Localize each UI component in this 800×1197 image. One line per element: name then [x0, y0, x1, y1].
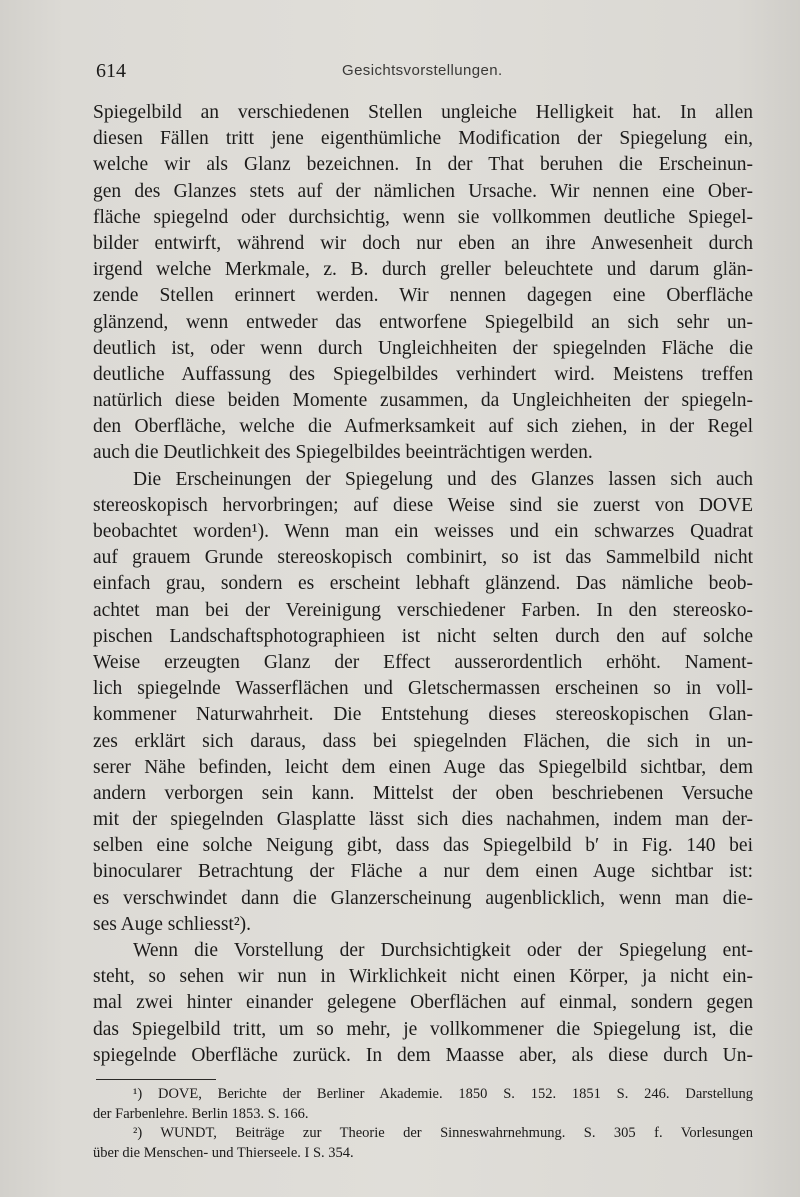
- text-line: spiegelnde Oberfläche zurück. In dem Maasse aber, als diese durch Un-: [93, 1044, 753, 1066]
- text-line: das Spiegelbild tritt, um so mehr, je vollkommener die Spiegelung ist, die: [93, 1018, 753, 1040]
- text-line: zende Stellen erinnert werden. Wir nennen dagegen eine Oberfläche: [93, 285, 753, 307]
- text-line: andern verborgen sein kann. Mittelst der oben beschriebenen Versuche: [93, 782, 753, 804]
- footnote-divider: [96, 1079, 216, 1080]
- text-line: beobachtet worden¹). Wenn man ein weisses und ein schwarzes Quadrat: [93, 521, 753, 542]
- footnote-line: der Farbenlehre. Berlin 1853. S. 166.: [93, 1105, 309, 1122]
- text-line: glänzend, wenn entweder das entworfene Spiegelbild an sich sehr un-: [93, 311, 753, 333]
- text-line: den Oberfläche, welche die Aufmerksamkeit auf sich ziehen, in der Regel: [93, 416, 753, 438]
- text-line: irgend welche Merkmale, z. B. durch greller beleuchtete und darum glän-: [93, 259, 753, 281]
- footnote-line: ¹) DOVE, Berichte der Berliner Akademie. 1850 S. 152. 1851 S. 246. Darstellung: [133, 1086, 753, 1102]
- text-line: steht, so sehen wir nun in Wirklichkeit nicht einen Körper, ja nicht ein-: [93, 966, 753, 988]
- text-line: bilder entwirft, während wir doch nur eben an ihre Anwesenheit durch: [93, 232, 753, 254]
- text-line: binocularer Betrachtung der Fläche a nur dem einen Auge sichtbar ist:: [93, 861, 753, 883]
- footnote-line: über die Menschen- und Thierseele. I S. 354.: [93, 1144, 354, 1161]
- text-line: natürlich diese beiden Momente zusammen, da Ungleichheiten der spiegeln-: [93, 390, 753, 412]
- text-line: deutlich ist, oder wenn durch Ungleichheiten der spiegelnden Fläche die: [93, 337, 753, 359]
- text-line: auf grauem Grunde stereoskopisch combinirt, so ist das Sammelbild nicht: [93, 547, 753, 569]
- text-line: Spiegelbild an verschiedenen Stellen ungleiche Helligkeit hat. In allen: [93, 102, 753, 123]
- page-header: [96, 60, 752, 86]
- text-line: ses Auge schliesst²).: [93, 913, 252, 935]
- text-line: mit der spiegelnden Glasplatte lässt sich dies nachahmen, indem man der-: [93, 809, 753, 831]
- text-line: zes erklärt sich daraus, dass bei spiegelnden Flächen, die sich in un-: [93, 730, 753, 752]
- text-line: pischen Landschaftsphotographieen ist nicht selten durch den auf solche: [93, 625, 753, 647]
- page-number: 614: [96, 60, 126, 82]
- text-line: serer Nähe befinden, leicht dem einen Auge das Spiegelbild sichtbar, dem: [93, 756, 753, 778]
- text-line: diesen Fällen tritt jene eigenthümliche Modification der Spiegelung ein,: [93, 128, 753, 150]
- text-line: es verschwindet dann die Glanzerscheinung augenblicklich, wenn man die-: [93, 887, 753, 909]
- text-line: mal zwei hinter einander gelegene Oberflächen auf einmal, sondern gegen: [93, 992, 753, 1014]
- text-line: welche wir als Glanz bezeichnen. In der That beruhen die Erscheinun-: [93, 154, 753, 176]
- text-line: lich spiegelnde Wasserflächen und Gletschermassen erscheinen so in voll-: [93, 678, 753, 700]
- text-line: kommener Naturwahrheit. Die Entstehung dieses stereoskopischen Glan-: [93, 704, 753, 726]
- text-line: gen des Glanzes stets auf der nämlichen Ursache. Wir nennen eine Ober-: [93, 180, 753, 202]
- text-line: einfach grau, sondern es erscheint lebhaft glänzend. Das nämliche beob-: [93, 573, 753, 595]
- text-line: Die Erscheinungen der Spiegelung und des Glanzes lassen sich auch: [133, 468, 753, 490]
- text-line: selben eine solche Neigung gibt, dass das Spiegelbild b′ in Fig. 140 bei: [93, 835, 753, 857]
- text-line: auch die Deutlichkeit des Spiegelbildes beeinträchtigen werden.: [93, 442, 593, 464]
- running-head: Gesichtsvorstellungen.: [342, 62, 503, 79]
- main-text: [93, 100, 753, 1069]
- text-line: stereoskopisch hervorbringen; auf diese Weise sind sie zuerst von DOVE: [93, 494, 753, 516]
- text-line: Wenn die Vorstellung der Durchsichtigkeit oder der Spiegelung ent-: [133, 940, 753, 961]
- text-line: achtet man bei der Vereinigung verschiedener Farben. In den stereosko-: [93, 599, 753, 621]
- footnote-line: ²) WUNDT, Beiträge zur Theorie der Sinneswahrnehmung. S. 305 f. Vorlesungen: [133, 1125, 753, 1141]
- text-line: Weise erzeugten Glanz der Effect ausserordentlich erhöht. Nament-: [93, 651, 753, 673]
- footnotes: [93, 1085, 753, 1163]
- text-line: deutliche Auffassung des Spiegelbildes verhindert wird. Meistens treffen: [93, 363, 753, 385]
- text-line: fläche spiegelnd oder durchsichtig, wenn sie vollkommen deutliche Spiegel-: [93, 206, 753, 228]
